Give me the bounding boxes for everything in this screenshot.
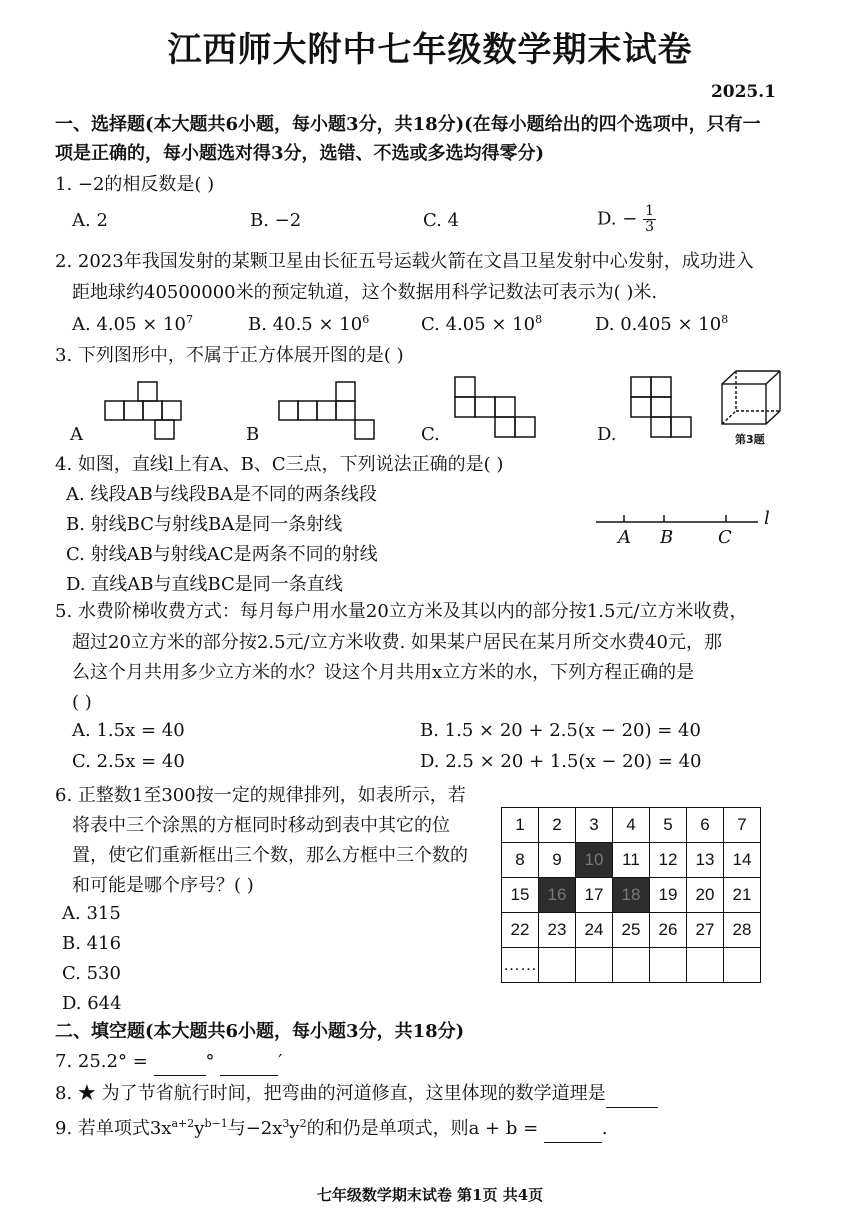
q5-option-d: D. 2.5 × 20 + 1.5(x − 20) = 40 xyxy=(420,751,702,772)
q9 xyxy=(55,1111,608,1143)
q2-d-exponent: 8 xyxy=(721,313,729,326)
q6-option-a: A. 315 xyxy=(62,903,121,924)
q6-line2: 将表中三个涂黑的方框同时移动到表中其它的位 xyxy=(72,815,450,836)
q1-option-a: A. 2 xyxy=(72,210,108,231)
table-cell: …… xyxy=(502,948,539,983)
table-cell: 23 xyxy=(539,913,576,948)
table-cell xyxy=(650,948,687,983)
q3-cube-figure xyxy=(718,368,784,428)
q1-option-b: B. −2 xyxy=(250,210,302,231)
page-footer: 七年级数学期末试卷 第1页 共4页 xyxy=(316,1186,544,1204)
table-cell: 2 xyxy=(539,808,576,843)
q5-option-b: B. 1.5 × 20 + 2.5(x − 20) = 40 xyxy=(420,720,701,741)
table-cell: 3 xyxy=(576,808,613,843)
q4-line-label: l xyxy=(764,508,770,529)
q2-b-exponent: 6 xyxy=(362,313,370,326)
q4-point-b-label: B xyxy=(660,527,674,548)
q5-line1: 5. 水费阶梯收费方式：每月每户用水量20立方米及其以内的部分按1.5元/立方米收费， xyxy=(55,601,748,622)
q2-a-base: A. 4.05 × 10 xyxy=(72,314,186,335)
q3-option-b-label: B xyxy=(246,424,260,445)
table-cell: 20 xyxy=(687,878,724,913)
q3-option-a-label: A xyxy=(70,424,83,445)
table-cell: 9 xyxy=(539,843,576,878)
table-cell: 27 xyxy=(687,913,724,948)
q2-option-d xyxy=(595,313,728,335)
q6-number-table xyxy=(501,807,761,983)
table-cell: 21 xyxy=(724,878,761,913)
table-cell: 7 xyxy=(724,808,761,843)
q5-line3: 么这个月共用多少立方米的水？设这个月共用x立方米的水，下列方程正确的是 xyxy=(72,662,695,683)
table-cell: 26 xyxy=(650,913,687,948)
q2-option-a xyxy=(72,313,193,335)
q9-end: . xyxy=(601,1118,608,1139)
q1-stem: 1. −2的相反数是( ) xyxy=(55,174,215,195)
table-cell xyxy=(687,948,724,983)
q3-net-d xyxy=(628,374,694,440)
q3-net-c xyxy=(452,374,542,440)
q6-option-d: D. 644 xyxy=(62,993,122,1014)
q9-part5: 的和仍是单项式，则a + b = xyxy=(306,1118,539,1139)
shaded-cell: 16 xyxy=(539,878,576,913)
q1-option-c: C. 4 xyxy=(423,210,460,231)
q9-part4: y xyxy=(289,1118,300,1139)
section1-heading-line1: 一、选择题(本大题共6小题，每小题3分，共18分)(在每小题给出的四个选项中，只有一 xyxy=(55,114,761,135)
table-cell: 25 xyxy=(613,913,650,948)
table-cell xyxy=(539,948,576,983)
page-title: 江西师大附中七年级数学期末试卷 xyxy=(167,30,693,70)
q8 xyxy=(55,1081,658,1108)
q2-line2: 距地球约40500000米的预定轨道，这个数据用科学记数法可表示为( )米. xyxy=(72,282,658,303)
q7-degree-symbol: ° xyxy=(205,1051,215,1072)
table-cell: 19 xyxy=(650,878,687,913)
q2-d-base: D. 0.405 × 10 xyxy=(595,314,722,335)
table-row xyxy=(502,913,761,948)
q2-c-exponent: 8 xyxy=(535,313,543,326)
q3-net-a xyxy=(100,380,186,440)
q4-option-a: A. 线段AB与线段BA是不同的两条线段 xyxy=(66,484,377,505)
table-row xyxy=(502,878,761,913)
q9-exp3: 3 xyxy=(282,1117,290,1130)
table-cell: 22 xyxy=(502,913,539,948)
q2-line1: 2. 2023年我国发射的某颗卫星由长征五号运载火箭在文昌卫星发射中心发射，成功进入 xyxy=(55,251,754,272)
q2-a-exponent: 7 xyxy=(185,313,193,326)
q4-option-c: C. 射线AB与射线AC是两条不同的射线 xyxy=(66,544,378,565)
q5-option-c: C. 2.5x = 40 xyxy=(72,751,185,772)
q1-option-d xyxy=(597,204,656,235)
q7-minute-symbol: ′ xyxy=(278,1051,283,1072)
exam-date: 2025.1 xyxy=(710,82,776,102)
table-row xyxy=(502,843,761,878)
table-cell: 12 xyxy=(650,843,687,878)
q9-exp1: a+2 xyxy=(171,1117,195,1130)
table-cell: 4 xyxy=(613,808,650,843)
table-cell: 24 xyxy=(576,913,613,948)
q2-c-base: C. 4.05 × 10 xyxy=(421,314,536,335)
q7-prefix: 7. 25.2° = xyxy=(55,1051,148,1072)
shaded-cell: 18 xyxy=(613,878,650,913)
shaded-cell: 10 xyxy=(576,843,613,878)
table-cell: 6 xyxy=(687,808,724,843)
q9-exp4: 2 xyxy=(299,1117,307,1130)
fraction-denominator: 3 xyxy=(645,219,654,235)
table-cell xyxy=(613,948,650,983)
q3-option-d-label: D. xyxy=(597,424,617,445)
q5-line4: ( ) xyxy=(72,692,92,713)
table-cell: 1 xyxy=(502,808,539,843)
q9-answer-blank xyxy=(544,1116,602,1143)
q4-point-c-label: C xyxy=(718,527,732,548)
q4-option-b: B. 射线BC与射线BA是同一条射线 xyxy=(66,514,343,535)
q7-minute-blank xyxy=(220,1049,278,1076)
table-cell: 15 xyxy=(502,878,539,913)
q7-degree-blank xyxy=(154,1049,206,1076)
q1-option-d-prefix: D. − xyxy=(597,208,638,230)
q2-b-base: B. 40.5 × 10 xyxy=(248,314,363,335)
table-row xyxy=(502,948,761,983)
q7 xyxy=(55,1049,282,1076)
q8-answer-blank xyxy=(606,1081,658,1108)
q9-part3: 与−2x xyxy=(227,1118,283,1139)
q1-option-d-fraction xyxy=(643,204,656,235)
table-cell: 28 xyxy=(724,913,761,948)
table-row xyxy=(502,808,761,843)
table-cell: 13 xyxy=(687,843,724,878)
q3-net-b xyxy=(276,380,376,440)
q6-line3: 置，使它们重新框出三个数，那么方框中三个数的 xyxy=(72,845,468,866)
table-cell: 5 xyxy=(650,808,687,843)
section2-heading: 二、填空题(本大题共6小题，每小题3分，共18分) xyxy=(55,1021,465,1042)
q3-stem: 3. 下列图形中，不属于正方体展开图的是( ) xyxy=(55,345,404,366)
section1-heading-line2: 项是正确的，每小题选对得3分，选错、不选或多选均得零分) xyxy=(55,143,545,164)
q3-figure-caption: 第3题 xyxy=(735,433,765,446)
table-cell xyxy=(724,948,761,983)
q9-part1: 9. 若单项式3x xyxy=(55,1118,172,1139)
q9-exp2: b−1 xyxy=(204,1117,228,1130)
fraction-numerator: 1 xyxy=(645,203,654,219)
q2-option-b xyxy=(248,313,369,335)
q6-option-b: B. 416 xyxy=(62,933,122,954)
q4-point-a-label: A xyxy=(618,527,631,548)
table-cell: 14 xyxy=(724,843,761,878)
table-cell: 8 xyxy=(502,843,539,878)
q6-line1: 6. 正整数1至300按一定的规律排列，如表所示，若 xyxy=(55,785,466,806)
q6-option-c: C. 530 xyxy=(62,963,121,984)
table-cell xyxy=(576,948,613,983)
q2-option-c xyxy=(421,313,542,335)
table-cell: 11 xyxy=(613,843,650,878)
q9-part2: y xyxy=(194,1118,205,1139)
q4-option-d: D. 直线AB与直线BC是同一条直线 xyxy=(66,574,343,592)
q4-stem: 4. 如图，直线l上有A、B、C三点，下列说法正确的是( ) xyxy=(55,454,504,475)
table-cell: 17 xyxy=(576,878,613,913)
q8-text: 8. ★ 为了节省航行时间，把弯曲的河道修直，这里体现的数学道理是 xyxy=(55,1083,606,1104)
q3-option-c-label: C. xyxy=(421,424,440,445)
q5-line2: 超过20立方米的部分按2.5元/立方米收费. 如果某户居民在某月所交水费40元，那 xyxy=(72,632,722,653)
q6-line4: 和可能是哪个序号？( ) xyxy=(72,875,254,896)
q5-option-a: A. 1.5x = 40 xyxy=(72,720,185,741)
